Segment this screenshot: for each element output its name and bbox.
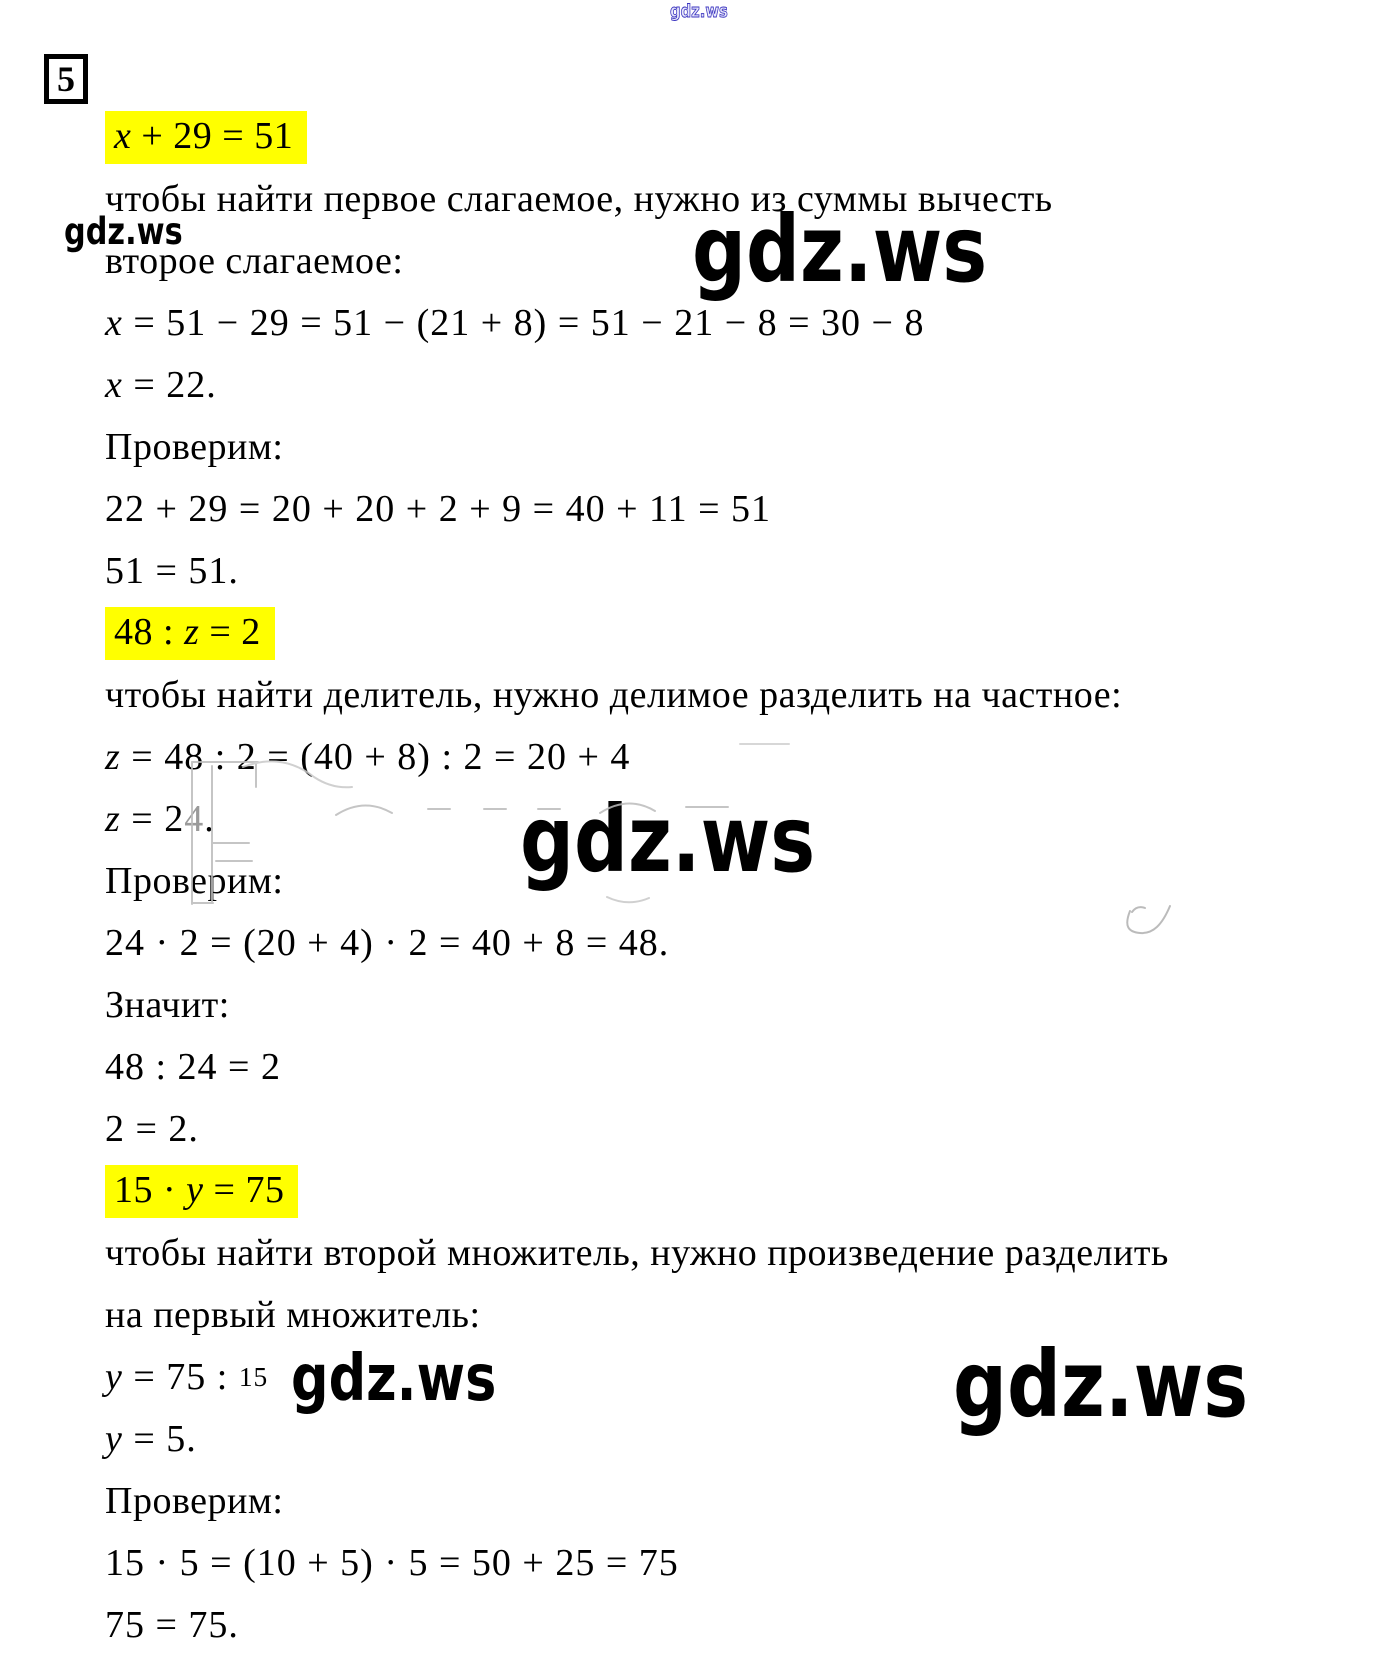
text-segment: чтобы найти первое слагаемое, нужно из суммы вычесть [105,178,1053,220]
text-segment: 51 = 51. [105,550,239,592]
problem-number: 5 [44,54,88,104]
solution-line [105,1408,1370,1470]
text-segment: y [105,1418,123,1460]
solution-line [105,1532,1370,1594]
highlight-box [105,1165,298,1218]
watermark-gdzws-bottom: gdz.ws [953,1331,1249,1438]
text-segment: 4 [184,798,205,840]
text-segment: 48 : [114,610,185,653]
solution-line [105,788,1370,850]
solution-line [105,1594,1370,1656]
text-segment: на первый множитель: [105,1294,481,1336]
highlight-box [105,607,275,660]
text-segment: 75 = 75. [105,1604,239,1646]
text-segment: 22 + 29 = 20 + 20 + 2 + 9 = 40 + 11 = 51 [105,488,772,530]
watermark-gdzws-left: gdz.ws [64,210,183,253]
text-segment: 48 : 24 = 2 [105,1046,281,1088]
solution-line [105,168,1370,230]
solution-line [105,1470,1370,1532]
text-segment: x [114,114,132,157]
solution-line [105,1222,1370,1284]
solution-line [105,540,1370,602]
text-segment: x [105,364,123,406]
text-segment: Проверим: [105,860,284,902]
text-segment: + 29 = 51 [131,114,294,157]
solution-line [105,1036,1370,1098]
text-segment: 15 · [114,1168,187,1211]
text-segment: y [105,1356,123,1398]
solution-line [105,1098,1370,1160]
solution-line [105,1346,1370,1408]
solution-line [105,974,1370,1036]
solution-line [105,1284,1370,1346]
text-segment: чтобы найти делитель, нужно делимое разделить на частное: [105,674,1123,716]
solution-line [105,912,1370,974]
highlight-box [105,111,307,164]
solution-line [105,416,1370,478]
text-segment: второе слагаемое: [105,240,404,282]
text-segment: 2 = 2. [105,1108,199,1150]
text-segment: Проверим: [105,1480,284,1522]
solution-line [105,850,1370,912]
solution-line [105,354,1370,416]
highlighted-equation [105,1160,1370,1222]
text-segment: = 75 : [122,1356,239,1398]
text-segment: z [105,798,121,840]
text-segment: = 2 [199,610,261,653]
text-segment: = 2 [120,798,185,840]
text-segment: x [105,302,123,344]
text-segment: = 51 − 29 = 51 − (21 + 8) = 51 − 21 − 8 = 30 − 8 [122,302,925,344]
watermark-gdzws-top: gdz.ws [670,1,728,22]
text-segment: = 22. [122,364,217,406]
text-segment: 15 · 5 = (10 + 5) · 5 = 50 + 25 = 75 [105,1542,679,1584]
highlighted-equation [105,602,1370,664]
solution-line [105,292,1370,354]
solution-line [105,230,1370,292]
text-segment: y [186,1168,204,1211]
text-segment: = 5. [122,1418,197,1460]
text-segment: 15 [238,1361,269,1392]
watermark-gdzws-middle: gdz.ws [520,786,816,893]
watermark-gdzws-center: gdz.ws [692,196,988,303]
text-segment: = 48 : 2 = (40 + 8) : 2 = 20 + 4 [120,736,631,778]
text-segment: 24 · 2 = (20 + 4) · 2 = 40 + 8 = 48. [105,922,670,964]
text-segment: z [105,736,121,778]
text-segment: = 75 [203,1168,285,1211]
solution-line [105,478,1370,540]
solution-line [105,664,1370,726]
text-segment: Значит: [105,984,230,1026]
solution-lines [105,106,1370,1656]
text-segment: . [204,798,215,840]
text-segment: чтобы найти второй множитель, нужно произведение разделить [105,1232,1169,1274]
watermark-gdzws-inline: gdz.ws [291,1342,497,1416]
highlighted-equation [105,106,1370,168]
solution-line [105,726,1370,788]
text-segment: Проверим: [105,426,284,468]
text-segment: z [184,610,200,653]
